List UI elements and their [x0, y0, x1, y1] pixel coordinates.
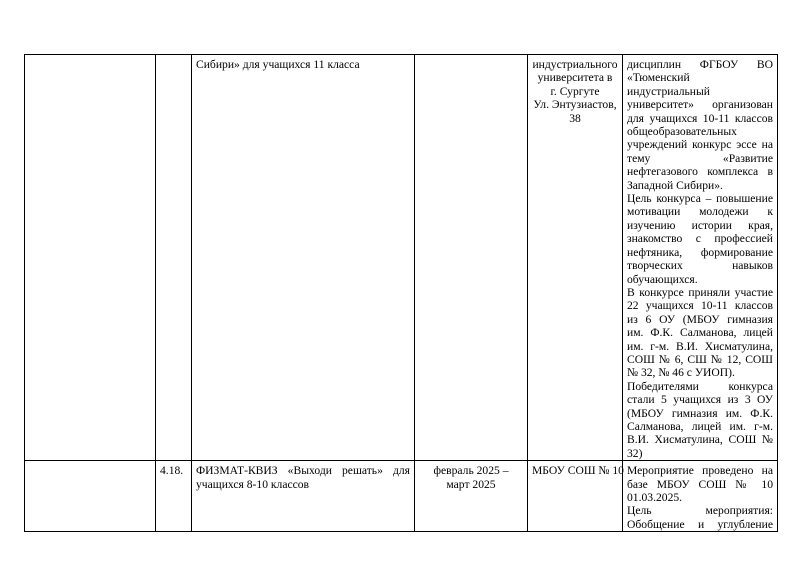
- text-line: стали 5 учащихся из 3 ОУ: [627, 393, 773, 407]
- text-line: 22 учащихся 10-11 классов: [627, 299, 773, 313]
- text-line: общеобразовательных: [627, 125, 737, 139]
- text-line: Мероприятие проведено на: [627, 464, 773, 478]
- text-line: творческих навыков: [627, 259, 773, 273]
- text-line: 32): [627, 446, 643, 460]
- empty-cell: [25, 461, 156, 532]
- text-line: им. Ф.К. Салманова, лицей: [627, 326, 773, 340]
- text-line: базе МБОУ СОШ № 10: [627, 477, 773, 491]
- text-line: университет» организован: [627, 98, 773, 112]
- text-line: (МБОУ гимназия им. Ф.К.: [627, 406, 773, 420]
- text-line: индустриального: [532, 58, 618, 71]
- text-line: 01.03.2025.: [627, 491, 683, 504]
- text-line: МБОУ СОШ № 10: [532, 464, 624, 478]
- text-line: изучению истории края,: [627, 218, 773, 232]
- text-line: 38: [569, 111, 581, 125]
- event-title: ФИЗМАТ-КВИЗ «Выходи решать» для учащихся 8-10 классов: [192, 461, 415, 532]
- text-line: Ул. Энтузиастов,: [533, 98, 617, 112]
- text-line: им. г-м. В.И. Хисматулина,: [627, 339, 773, 353]
- events-table: [24, 54, 778, 532]
- text-line: нефтяника, формирование: [627, 245, 773, 259]
- event-result: [623, 55, 778, 461]
- text-line: мотивации молодежи к: [627, 205, 773, 219]
- text-line: Западной Сибири».: [627, 178, 723, 192]
- table-row: [25, 55, 778, 461]
- event-result: [623, 461, 778, 532]
- text-line: знакомство с профессией: [627, 232, 773, 246]
- text-line: нефтегазового комплекса в: [627, 165, 773, 179]
- event-place: [528, 461, 623, 532]
- text-line: университета в: [537, 71, 613, 85]
- text-line: «Тюменский: [627, 71, 690, 85]
- text-line: индустриальный: [627, 84, 710, 98]
- text-line: для учащихся 10-11 классов: [627, 111, 773, 125]
- event-dates: февраль 2025 – март 2025: [415, 461, 528, 532]
- text-line: Обобщение и углубление: [627, 517, 773, 531]
- event-dates: [415, 55, 528, 461]
- text-line: учреждений конкурс эссе на: [627, 138, 773, 152]
- row-number: 4.18.: [156, 461, 192, 532]
- event-title: Сибири» для учащихся 11 класса: [192, 55, 415, 461]
- text-line: СОШ № 6, СШ № 12, СОШ: [627, 352, 773, 366]
- text-line: дисциплин ФГБОУ ВО: [627, 58, 773, 71]
- table-row: [25, 461, 778, 532]
- text-line: тему «Развитие: [627, 151, 773, 165]
- text-line: из 6 ОУ (МБОУ гимназия: [627, 312, 773, 326]
- text-line: Салманова, лицей им. г-м.: [627, 419, 773, 433]
- row-number: [156, 55, 192, 461]
- text-line: Цель конкурса – повышение: [627, 192, 773, 206]
- text-line: В конкурсе приняли участие: [627, 285, 773, 299]
- text-line: В.И. Хисматулина, СОШ №: [627, 433, 773, 447]
- text-line: Победителями конкурса: [627, 379, 773, 393]
- text-line: № 32, № 46 с УИОП).: [627, 366, 735, 380]
- event-place: [528, 55, 623, 461]
- text-line: г. Сургуте: [550, 84, 600, 98]
- empty-cell: [25, 55, 156, 461]
- text-line: Цель мероприятия:: [627, 504, 773, 518]
- text-line: обучающихся.: [627, 272, 698, 286]
